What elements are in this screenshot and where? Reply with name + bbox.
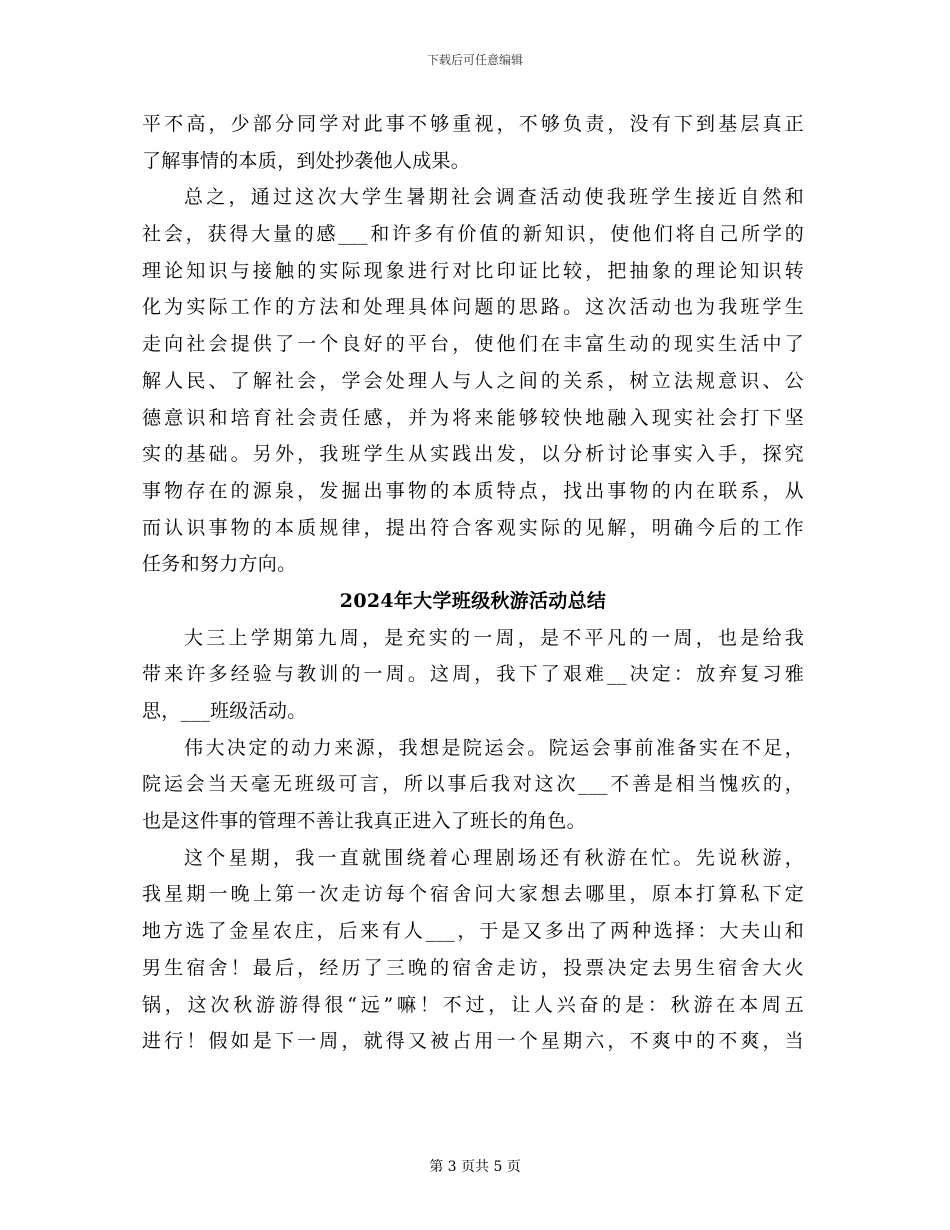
- page-header-note: 下载后可任意编辑: [426, 53, 523, 67]
- body-line: 带来许多经验与教训的一周。这周，我下了艰难__决定：放弃复习雅: [142, 663, 804, 686]
- body-line: 任务和努力方向。: [142, 553, 297, 576]
- body-line: 平不高，少部分同学对此事不够重视，不够负责，没有下到基层真正: [142, 113, 804, 135]
- body-line: 德意识和培育社会责任感，并为将来能够较快地融入现实社会打下坚: [142, 406, 804, 429]
- document-body: [142, 106, 804, 1060]
- body-line: 走向社会提供了一个良好的平台，使他们在丰富生动的现实生活中了: [142, 333, 804, 356]
- body-line: 实的基础。另外，我班学生从实践出发，以分析讨论事实入手，探究: [142, 443, 804, 466]
- body-line: 地方选了金星农庄，后来有人___，于是又多出了两种选择：大夫山和: [142, 920, 804, 943]
- body-line: 我星期一晚上第一次走访每个宿舍问大家想去哪里，原本打算私下定: [142, 883, 804, 906]
- body-line: 化为实际工作的方法和处理具体问题的思路。这次活动也为我班学生: [142, 296, 804, 319]
- body-line: 锅，这次秋游游得很“远”嘛！不过，让人兴奋的是：秋游在本周五: [142, 993, 804, 1016]
- page-number: 第 3 页共 5 页: [429, 1159, 521, 1175]
- body-line: 事物存在的源泉，发掘出事物的本质特点，找出事物的内在联系，从: [142, 479, 804, 502]
- body-line: 解人民、了解社会，学会处理人与人之间的关系，树立法规意识、公: [142, 369, 804, 392]
- body-line: 而认识事物的本质规律，提出符合客观实际的见解，明确今后的工作: [142, 516, 804, 539]
- body-line: 进行！假如是下一周，就得又被占用一个星期六，不爽中的不爽，当: [142, 1030, 804, 1053]
- body-line: 思，___班级活动。: [142, 700, 307, 722]
- body-line: 院运会当天毫无班级可言，所以事后我对这次___不善是相当愧疚的，: [142, 773, 804, 796]
- body-line: 了解事情的本质，到处抄袭他人成果。: [142, 149, 471, 172]
- body-line: 伟大决定的动力来源，我想是院运会。院运会事前准备实在不足，: [184, 736, 804, 759]
- body-line: 也是这件事的管理不善让我真正进入了班长的角色。: [142, 810, 586, 833]
- body-line: 大三上学期第九周，是充实的一周，是不平凡的一周，也是给我: [184, 626, 804, 649]
- body-line: 男生宿舍！最后，经历了三晚的宿舍走访，投票决定去男生宿舍大火: [142, 956, 804, 979]
- body-line: 社会，获得大量的感___和许多有价值的新知识，使他们将自己所学的: [142, 223, 804, 246]
- section-title: 2024年大学班级秋游活动总结: [339, 589, 607, 612]
- body-line: 总之，通过这次大学生暑期社会调查活动使我班学生接近自然和: [184, 186, 804, 209]
- body-line: 这个星期，我一直就围绕着心理剧场还有秋游在忙。先说秋游，: [184, 846, 804, 869]
- body-line: 理论知识与接触的实际现象进行对比印证比较，把抽象的理论知识转: [142, 259, 804, 282]
